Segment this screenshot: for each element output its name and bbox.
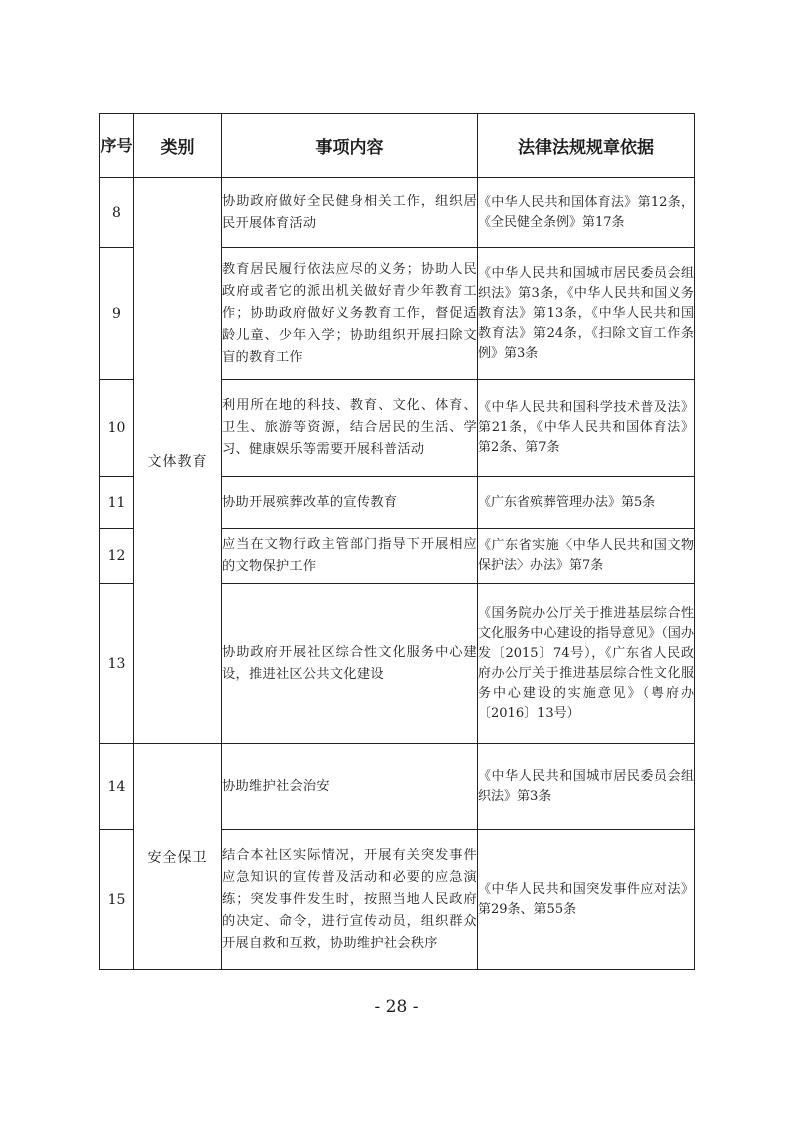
header-seq: 序号 — [100, 114, 134, 178]
row-content: 协助政府做好全民健身相关工作，组织居民开展体育活动 — [222, 178, 478, 248]
row-number: 13 — [100, 584, 134, 744]
row-number: 10 — [100, 380, 134, 477]
row-number: 14 — [100, 744, 134, 830]
row-content: 结合本社区实际情况，开展有关突发事件应急知识的宣传普及活动和必要的应急演练；突发事件发生时，按照当地人民政府的决定、命令，进行宣传动员，组织群众开展自救和互救，协助维护社会秩序 — [222, 830, 478, 970]
row-content: 教育居民履行依法应尽的义务；协助人民政府或者它的派出机关做好青少年教育工作；协助政府做好义务教育工作，督促适龄儿童、少年入学；协助组织开展扫除文盲的教育工作 — [222, 248, 478, 380]
page-number: - 28 - — [374, 997, 419, 1017]
category-culture: 文体教育 — [134, 178, 222, 744]
row-basis: 《中华人民共和国体育法》第12条，《全民健全条例》第17条 — [478, 178, 695, 248]
row-basis: 《中华人民共和国城市居民委员会组织法》第3条 — [478, 744, 695, 830]
row-content: 应当在文物行政主管部门指导下开展相应的文物保护工作 — [222, 529, 478, 584]
row-basis: 《中华人民共和国科学技术普及法》第21条，《中华人民共和国体育法》第2条、第7条 — [478, 380, 695, 477]
row-number: 15 — [100, 830, 134, 970]
row-basis: 《国务院办公厅关于推进基层综合性文化服务中心建设的指导意见》（国办发〔2015〕74号），《广东省人民政府办公厅关于推进基层综合性文化服务中心建设的实施意见》（粤府办〔2016〕13号） — [478, 584, 695, 744]
row-number: 11 — [100, 477, 134, 529]
table-row — [100, 178, 695, 248]
row-content: 利用所在地的科技、教育、文化、体育、卫生、旅游等资源，结合居民的生活、学习、健康娱乐等需要开展科普活动 — [222, 380, 478, 477]
row-content: 协助维护社会治安 — [222, 744, 478, 830]
header-category: 类别 — [134, 114, 222, 178]
row-number: 12 — [100, 529, 134, 584]
row-basis: 《广东省实施〈中华人民共和国文物保护法〉办法》第7条 — [478, 529, 695, 584]
row-number: 8 — [100, 178, 134, 248]
row-basis: 《中华人民共和国城市居民委员会组织法》第3条，《中华人民共和国义务教育法》第13条，《中华人民共和国教育法》第24条，《扫除文盲工作条例》第3条 — [478, 248, 695, 380]
row-basis: 《中华人民共和国突发事件应对法》第29条、第55条 — [478, 830, 695, 970]
row-basis: 《广东省殡葬管理办法》第5条 — [478, 477, 695, 529]
header-basis: 法律法规规章依据 — [478, 114, 695, 178]
regulation-table — [99, 113, 695, 970]
header-content: 事项内容 — [222, 114, 478, 178]
row-content: 协助开展殡葬改革的宣传教育 — [222, 477, 478, 529]
table-row — [100, 744, 695, 830]
row-content: 协助政府开展社区综合性文化服务中心建设，推进社区公共文化建设 — [222, 584, 478, 744]
row-number: 9 — [100, 248, 134, 380]
category-security: 安全保卫 — [134, 744, 222, 970]
table-header-row — [100, 114, 695, 178]
